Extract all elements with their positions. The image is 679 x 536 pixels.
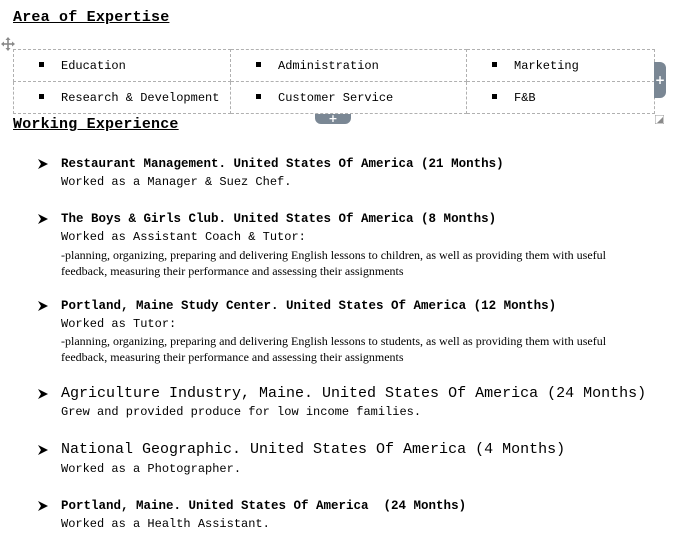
cell-text: Customer Service: [278, 90, 394, 105]
square-bullet-icon: [256, 94, 261, 99]
expertise-table: [13, 49, 655, 114]
square-bullet-icon: [39, 62, 44, 67]
arrow-bullet-icon: [37, 388, 49, 400]
arrow-bullet-icon: [37, 500, 49, 512]
arrow-bullet-icon: [37, 444, 49, 456]
cell-text: Marketing: [514, 58, 579, 73]
job-title: The Boys & Girls Club. United States Of America (8 Months): [61, 212, 497, 226]
job-role: Worked as a Photographer.: [61, 462, 242, 476]
cell-text: F&B: [514, 90, 536, 105]
job-title: Agriculture Industry, Maine. United States Of America (24 Months): [61, 385, 647, 402]
job-title: Portland, Maine. United States Of America (24 Months): [61, 499, 467, 513]
table-cell[interactable]: [14, 50, 231, 82]
table-cell[interactable]: [231, 82, 467, 114]
table-resize-handle-icon[interactable]: [655, 115, 664, 124]
job-title: Restaurant Management. United States Of America (21 Months): [61, 157, 504, 171]
cell-text: Research & Development: [61, 90, 220, 105]
job-role: Worked as Tutor:: [61, 317, 177, 331]
job-role: Worked as a Manager & Suez Chef.: [61, 175, 292, 189]
job-title: National Geographic. United States Of America (4 Months): [61, 441, 566, 458]
table-cell[interactable]: [467, 82, 655, 114]
table-cell[interactable]: [467, 50, 655, 82]
cell-text: Education: [61, 58, 126, 73]
square-bullet-icon: [492, 94, 497, 99]
square-bullet-icon: [256, 62, 261, 67]
job-detail: -planning, organizing, preparing and delivering English lessons to students, as well as providing them with useful feedback, measuring their performance and assessing their assignments: [61, 334, 607, 364]
job-role: Grew and provided produce for low income families.: [61, 405, 422, 419]
arrow-bullet-icon: [37, 213, 49, 225]
table-row: [14, 82, 655, 114]
table-row: [14, 50, 655, 82]
table-cell[interactable]: [14, 82, 231, 114]
add-column-button[interactable]: +: [654, 62, 666, 98]
arrow-bullet-icon: [37, 158, 49, 170]
square-bullet-icon: [39, 94, 44, 99]
cell-text: Administration: [278, 58, 379, 73]
add-row-button[interactable]: +: [315, 114, 351, 124]
job-role: Worked as a Health Assistant.: [61, 517, 270, 531]
square-bullet-icon: [492, 62, 497, 67]
working-experience-heading: Working Experience: [13, 116, 179, 133]
arrow-bullet-icon: [37, 300, 49, 312]
job-detail: -planning, organizing, preparing and delivering English lessons to children, as well as providing them with useful feedback, measuring their performance and assessing their assignments: [61, 248, 607, 278]
area-of-expertise-heading: Area of Expertise: [13, 9, 170, 26]
job-title: Portland, Maine Study Center. United States Of America (12 Months): [61, 299, 557, 313]
table-cell[interactable]: [231, 50, 467, 82]
job-role: Worked as Assistant Coach & Tutor:: [61, 230, 306, 244]
